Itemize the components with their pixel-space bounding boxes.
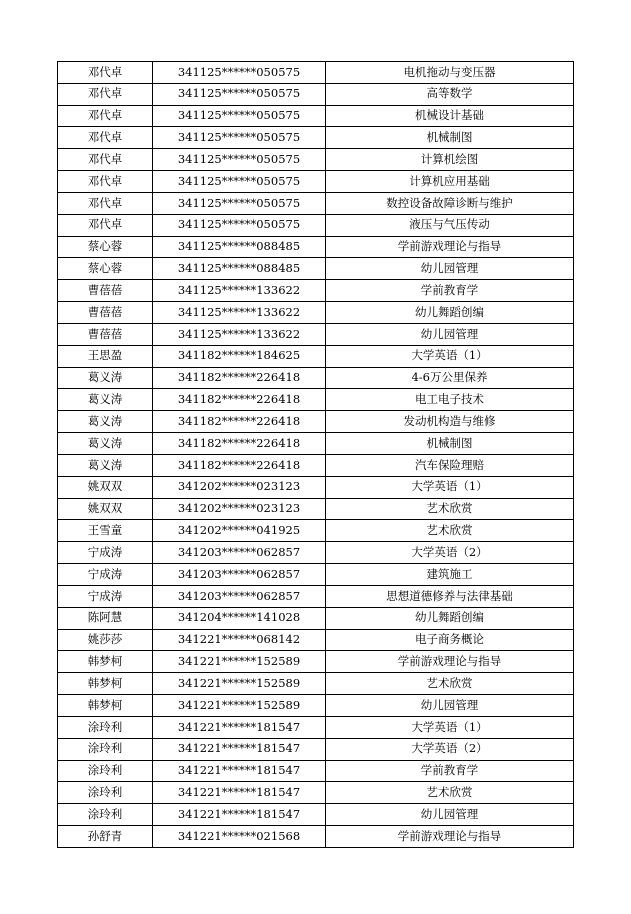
student-name-cell: 韩梦柯 — [58, 651, 153, 673]
id-number-cell: 341182******184625 — [153, 345, 326, 367]
table-row — [58, 695, 574, 717]
course-name-cell: 建筑施工 — [326, 564, 574, 586]
course-name-cell: 学前游戏理论与指导 — [326, 236, 574, 258]
course-name-cell: 汽车保险理赔 — [326, 454, 574, 476]
student-name-cell: 曹蓓蓓 — [58, 280, 153, 302]
course-name-cell: 大学英语（1） — [326, 716, 574, 738]
id-number-cell: 341125******050575 — [153, 83, 326, 105]
course-name-cell: 艺术欣赏 — [326, 498, 574, 520]
student-name-cell: 邓代卓 — [58, 171, 153, 193]
course-name-cell: 艺术欣赏 — [326, 520, 574, 542]
course-name-cell: 幼儿园管理 — [326, 804, 574, 826]
table-row — [58, 192, 574, 214]
course-name-cell: 幼儿园管理 — [326, 695, 574, 717]
student-name-cell: 涂玲利 — [58, 804, 153, 826]
id-number-cell: 341203******062857 — [153, 542, 326, 564]
student-name-cell: 邓代卓 — [58, 127, 153, 149]
student-name-cell: 涂玲利 — [58, 782, 153, 804]
id-number-cell: 341182******226418 — [153, 367, 326, 389]
id-number-cell: 341221******181547 — [153, 738, 326, 760]
table-row — [58, 651, 574, 673]
course-name-cell: 艺术欣赏 — [326, 782, 574, 804]
id-number-cell: 341203******062857 — [153, 564, 326, 586]
table-row — [58, 367, 574, 389]
table-body — [58, 62, 574, 848]
table-row — [58, 607, 574, 629]
course-name-cell: 学前游戏理论与指导 — [326, 651, 574, 673]
id-number-cell: 341202******023123 — [153, 498, 326, 520]
id-number-cell: 341125******050575 — [153, 171, 326, 193]
id-number-cell: 341125******050575 — [153, 192, 326, 214]
id-number-cell: 341182******226418 — [153, 433, 326, 455]
course-name-cell: 大学英语（1） — [326, 345, 574, 367]
student-name-cell: 邓代卓 — [58, 149, 153, 171]
course-name-cell: 电子商务概论 — [326, 629, 574, 651]
table-row — [58, 345, 574, 367]
table-row — [58, 62, 574, 84]
table-row — [58, 782, 574, 804]
id-number-cell: 341182******226418 — [153, 411, 326, 433]
student-name-cell: 邓代卓 — [58, 192, 153, 214]
student-name-cell: 孙舒青 — [58, 825, 153, 847]
id-number-cell: 341125******088485 — [153, 258, 326, 280]
course-name-cell: 大学英语（2） — [326, 542, 574, 564]
student-course-table — [57, 61, 574, 848]
table-row — [58, 302, 574, 324]
student-name-cell: 宁成涛 — [58, 585, 153, 607]
course-name-cell: 学前教育学 — [326, 760, 574, 782]
student-name-cell: 涂玲利 — [58, 738, 153, 760]
course-name-cell: 机械设计基础 — [326, 105, 574, 127]
table-row — [58, 454, 574, 476]
course-name-cell: 学前教育学 — [326, 280, 574, 302]
course-name-cell: 4-6万公里保养 — [326, 367, 574, 389]
student-name-cell: 邓代卓 — [58, 62, 153, 84]
id-number-cell: 341203******062857 — [153, 585, 326, 607]
student-name-cell: 涂玲利 — [58, 760, 153, 782]
id-number-cell: 341221******181547 — [153, 804, 326, 826]
student-name-cell: 邓代卓 — [58, 105, 153, 127]
id-number-cell: 341125******133622 — [153, 280, 326, 302]
table-row — [58, 476, 574, 498]
student-name-cell: 韩梦柯 — [58, 673, 153, 695]
table-row — [58, 433, 574, 455]
id-number-cell: 341221******152589 — [153, 695, 326, 717]
table-row — [58, 498, 574, 520]
course-name-cell: 液压与气压传动 — [326, 214, 574, 236]
course-name-cell: 幼儿园管理 — [326, 323, 574, 345]
student-name-cell: 葛义涛 — [58, 433, 153, 455]
student-name-cell: 曹蓓蓓 — [58, 323, 153, 345]
student-name-cell: 涂玲利 — [58, 716, 153, 738]
id-number-cell: 341221******181547 — [153, 716, 326, 738]
student-name-cell: 葛义涛 — [58, 367, 153, 389]
table-row — [58, 214, 574, 236]
table-row — [58, 258, 574, 280]
student-name-cell: 葛义涛 — [58, 389, 153, 411]
id-number-cell: 341125******050575 — [153, 105, 326, 127]
table-row — [58, 520, 574, 542]
table-row — [58, 673, 574, 695]
id-number-cell: 341221******181547 — [153, 782, 326, 804]
table-row — [58, 825, 574, 847]
table-row — [58, 149, 574, 171]
course-name-cell: 发动机构造与维修 — [326, 411, 574, 433]
id-number-cell: 341125******133622 — [153, 323, 326, 345]
course-name-cell: 数控设备故障诊断与维护 — [326, 192, 574, 214]
student-name-cell: 宁成涛 — [58, 542, 153, 564]
id-number-cell: 341221******152589 — [153, 673, 326, 695]
id-number-cell: 341221******021568 — [153, 825, 326, 847]
id-number-cell: 341125******050575 — [153, 62, 326, 84]
table-row — [58, 542, 574, 564]
course-name-cell: 机械制图 — [326, 433, 574, 455]
table-row — [58, 280, 574, 302]
student-name-cell: 宁成涛 — [58, 564, 153, 586]
student-name-cell: 陈阿慧 — [58, 607, 153, 629]
course-name-cell: 电机拖动与变压器 — [326, 62, 574, 84]
student-name-cell: 蔡心蓉 — [58, 236, 153, 258]
course-name-cell: 电工电子技术 — [326, 389, 574, 411]
course-name-cell: 学前游戏理论与指导 — [326, 825, 574, 847]
course-name-cell: 大学英语（1） — [326, 476, 574, 498]
student-name-cell: 姚莎莎 — [58, 629, 153, 651]
course-name-cell: 幼儿园管理 — [326, 258, 574, 280]
id-number-cell: 341125******133622 — [153, 302, 326, 324]
student-name-cell: 曹蓓蓓 — [58, 302, 153, 324]
id-number-cell: 341221******181547 — [153, 760, 326, 782]
table-row — [58, 127, 574, 149]
student-name-cell: 韩梦柯 — [58, 695, 153, 717]
course-name-cell: 计算机绘图 — [326, 149, 574, 171]
student-name-cell: 葛义涛 — [58, 454, 153, 476]
course-name-cell: 幼儿舞蹈创编 — [326, 302, 574, 324]
course-name-cell: 大学英语（2） — [326, 738, 574, 760]
id-number-cell: 341125******050575 — [153, 214, 326, 236]
id-number-cell: 341125******088485 — [153, 236, 326, 258]
course-name-cell: 计算机应用基础 — [326, 171, 574, 193]
course-name-cell: 艺术欣赏 — [326, 673, 574, 695]
table-row — [58, 236, 574, 258]
course-name-cell: 思想道德修养与法律基础 — [326, 585, 574, 607]
id-number-cell: 341182******226418 — [153, 389, 326, 411]
table-row — [58, 171, 574, 193]
student-name-cell: 葛义涛 — [58, 411, 153, 433]
id-number-cell: 341204******141028 — [153, 607, 326, 629]
table-row — [58, 411, 574, 433]
id-number-cell: 341125******050575 — [153, 149, 326, 171]
table-row — [58, 389, 574, 411]
table-row — [58, 804, 574, 826]
id-number-cell: 341202******041925 — [153, 520, 326, 542]
table-row — [58, 105, 574, 127]
id-number-cell: 341221******068142 — [153, 629, 326, 651]
student-name-cell: 邓代卓 — [58, 214, 153, 236]
id-number-cell: 341221******152589 — [153, 651, 326, 673]
id-number-cell: 341182******226418 — [153, 454, 326, 476]
course-name-cell: 高等数学 — [326, 83, 574, 105]
course-name-cell: 幼儿舞蹈创编 — [326, 607, 574, 629]
course-name-cell: 机械制图 — [326, 127, 574, 149]
table-row — [58, 738, 574, 760]
student-name-cell: 王雪童 — [58, 520, 153, 542]
id-number-cell: 341202******023123 — [153, 476, 326, 498]
table-row — [58, 585, 574, 607]
table-row — [58, 716, 574, 738]
student-name-cell: 姚双双 — [58, 476, 153, 498]
table-row — [58, 760, 574, 782]
table-row — [58, 564, 574, 586]
id-number-cell: 341125******050575 — [153, 127, 326, 149]
student-name-cell: 邓代卓 — [58, 83, 153, 105]
table-row — [58, 323, 574, 345]
table-row — [58, 629, 574, 651]
table-row — [58, 83, 574, 105]
student-name-cell: 蔡心蓉 — [58, 258, 153, 280]
student-name-cell: 姚双双 — [58, 498, 153, 520]
student-name-cell: 王思盈 — [58, 345, 153, 367]
